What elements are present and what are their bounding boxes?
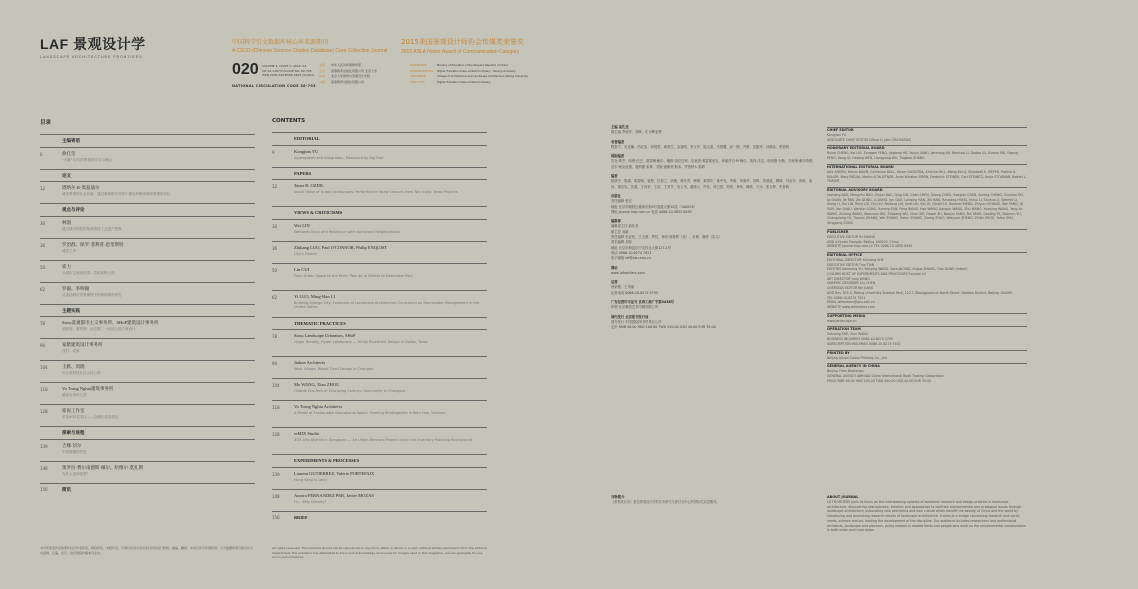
about-cn-text: 《景观设计学》是以景观设计学的学术研究与探讨为中心的国际性双语期刊。	[611, 500, 720, 504]
staff-cn-line: 程泰宁、吴良镛、冯纪忠、何镜堂、黄荣生、金鉴明、李文华、陆大道、马国馨、彭一刚、齐康、任振华、孙儒泳、张锦秋	[611, 144, 790, 149]
toc-divider	[272, 241, 487, 242]
staff-cn-block	[611, 174, 816, 190]
toc-page-number: 139	[40, 443, 48, 449]
staff-cn-line: 编辑部	[611, 219, 621, 224]
toc-divider	[272, 467, 487, 468]
toc-entry-title: Stoss景观都市主义事务所、SHoP建筑设计事务所	[62, 320, 159, 325]
toc-entry-subtitle: City's Choice	[294, 251, 317, 256]
toc-page-number: 104	[40, 365, 48, 370]
asla-award-en: 2015 ASLA Honor Award of Communication Category	[401, 49, 520, 55]
toc-entry-subtitle: From Urban Space to the Farm: Parc de la Villette to Downview Park	[294, 273, 413, 278]
toc-divider	[40, 304, 255, 305]
toc-divider	[40, 461, 255, 462]
toc-section-title: 观点与评论	[62, 207, 85, 212]
asla-award-notice	[401, 37, 571, 55]
toc-entry-subtitle: A Model of Sustainable Educational Space: Farming Kindergarten in Bien Hoa, Vietnam	[294, 411, 446, 415]
masthead-logo	[40, 34, 146, 59]
toc-page-number: 156	[40, 486, 48, 492]
toc-divider	[40, 181, 255, 182]
toc-section-title: VIEWS & CRITICISMS	[294, 210, 343, 215]
credit-row: ORGANIZER College of Architecture and Landscape Architecture, Peking University	[410, 75, 529, 78]
credit-row: 出版 高等教育出版社有限公司	[319, 79, 365, 84]
cscd-notice-en: A CSCD (Chinese Science Citation Database) Core Collection Journal	[232, 48, 388, 54]
toc-entry-title: Kongjian YU	[294, 148, 319, 154]
toc-divider	[40, 238, 255, 239]
issue-code-no: CODE NO. 82-765	[285, 68, 312, 73]
staff-en-heading: CHIEF EDITOR	[827, 128, 854, 132]
staff-en-heading: SUPPORTING MEDIA	[827, 313, 866, 318]
toc-entry-subtitle: Hong Kong is Land	[294, 477, 327, 482]
staff-cn-line: 责任编辑 孔亚松、王玉蕾、罗拉、杨珞·瑞普利（美）、东博、谢婷（实习）	[611, 235, 722, 240]
staff-en-heading: EDITORIAL ADVISORY BOARD	[827, 187, 883, 192]
staff-cn-line: 出版社	[611, 193, 621, 198]
issue-number: 020	[232, 61, 259, 78]
toc-divider	[40, 282, 255, 283]
staff-cn-block	[611, 266, 816, 277]
staff-cn-block	[611, 125, 816, 136]
staff-cn-line: 电话 0086-10-6274 7921	[611, 250, 652, 255]
toc-entry-title: 崔再工作室	[62, 408, 85, 413]
staff-cn-line: 国外发行 中国国际图书贸易总公司	[611, 319, 662, 324]
toc-divider	[272, 378, 487, 379]
staff-chinese	[611, 125, 816, 335]
toc-page-number: 128	[272, 432, 280, 437]
toc-entry-title: Wei LIN	[294, 222, 310, 228]
toc-divider	[272, 489, 487, 490]
toc-entry-title: Aurora FERNANDEZ PER, Javier MOZAS	[294, 492, 374, 498]
circulation-code: NATIONAL CIRCULATION CODE 38-793	[232, 84, 316, 88]
toc-entry-title: Zhikang LUO, Paul O'CONNOR, Philip ENQUIST	[294, 244, 388, 250]
issue-info-2	[285, 69, 314, 78]
toc-english	[272, 118, 487, 558]
toc-divider	[272, 511, 487, 512]
credit-row: PUBLISHER Higher Education Press Limited Company	[410, 80, 491, 84]
toc-divider	[272, 263, 487, 264]
toc-divider	[40, 203, 255, 204]
toc-entry-title: 家腊建筑设计事务所	[62, 342, 103, 347]
about-en	[827, 495, 1027, 533]
toc-entry-title: 塔纳尔·R·奥兹迪尔	[62, 185, 100, 190]
about-en-text: LA FRONTIERS pulls its focus on the interweaving spheres of academic research and design practice in landscape architecture, discovering new opinions, theories and approaches to confront environmental and ecological issues through landscape architecture, advocating new aesthetics and new culture which benefit the beauty of China and the world by introducing and promoting research results of landscape architecture. It aims at a bridge connecting research and social needs, science and art, leading the development of the discipline. Our audience includes researchers and professional architects, landscape and planners, policy makers in related fields and people who work on the environmental constructions in both urban and rural areas.	[827, 500, 1026, 533]
toc-section-title: 论文	[62, 172, 71, 178]
staff-cn-line: 副主任 汤新	[611, 229, 629, 234]
toc-entry-title: Mo WANG, Xiao ZHOU	[294, 382, 340, 387]
toc-page-number: 9	[272, 149, 275, 155]
toc-section-title: 探索与进程	[62, 430, 85, 435]
toc-chinese	[40, 118, 255, 558]
toc-divider	[40, 382, 255, 383]
toc-page-number: 156	[272, 514, 280, 520]
staff-cn-block	[611, 219, 816, 261]
credit-row: ADMINISTRATORS Higher Education Press Limited Company · Peking University	[410, 69, 516, 73]
toc-entry-title: reMIX Studio	[294, 431, 320, 436]
staff-cn-line: 地址 北京市朝阳区惠新东街4号富盛大厦15层（100029）	[611, 204, 697, 209]
staff-en-heading: PUBLISHER	[827, 229, 849, 234]
toc-page-number: 78	[272, 334, 278, 339]
staff-en-heading: HONORARY EDITORIAL BOARD	[827, 146, 885, 151]
toc-entry-subtitle: 西村：成都	[62, 349, 80, 353]
toc-entry-title: 罗治群、保罗·菲利普·恩奎斯特	[62, 241, 124, 247]
staff-cn-line: 编委	[611, 174, 618, 179]
toc-entry-subtitle: Or... Why Density?	[294, 499, 327, 504]
toc-entry-subtitle: 城市之声	[62, 248, 76, 253]
staff-en-text: EXECUTIVE EDITOR Yu ZHANG ADD 4 Huixin Dongjie, Beijing 100029, China WEBSITE journal.hep.com.cn TEL 0086-10-5855 6495	[827, 234, 913, 249]
toc-entry-title: 吉娜·切尔	[62, 442, 82, 448]
toc-entry-title: 奥罗拉·费尔南德斯·佩尔、哈维尔·莫扎斯	[62, 464, 143, 470]
staff-cn-line: 网址 journal.hep.com.cn 电话 0086-10-5855 6495	[611, 209, 692, 214]
toc-entry-subtitle: "大数" 时代的景观设计学与理念	[62, 157, 112, 162]
toc-entry-title: 俞孔坚	[62, 150, 76, 156]
toc-entry-title: Vo Trong Nghia建筑事务所	[62, 386, 114, 391]
issue-cn-code: CN 10-1167/TU	[262, 68, 285, 73]
toc-entry-subtitle: Social Value of Urban Landscapes: Performance Study Lessons from Two Iconic Texas Projects	[294, 190, 458, 194]
toc-divider	[40, 360, 255, 361]
toc-page-number: 50	[40, 264, 46, 270]
toc-page-number: 104	[272, 383, 280, 388]
staff-cn-line: 印刷 北京雅昌艺术印刷有限公司	[611, 305, 659, 310]
staff-en-text: EDITORIAL DIRECTOR Yuhuang SHE EXECUTIVE EDITOR Tina TIAN EDITORS Kanmeng YU, Weiying WANG, Sara JACOBS, Angus ZHANG, Tian DONG (Intern) COLUMN HOST OF EXPERIMENTS AND PROCESSES Fuxiuan LU ART DIRECTOR Jung WANG GRAPHIC DESIGNER Lily CHEN OVERSEAS EDITOR Bin JIANG ADD Rm. 303-3, Peking University Science Park, 127-1 Zhongguancun North Street, Haidian District, Beijing 100080 TEL 0086-10-6274 7921 EMAIL lafrontiers@pku.edu.cn WEBSITE www.lafrontiers.com	[827, 257, 1013, 309]
toc-divider	[272, 400, 487, 401]
toc-entry-subtitle: #33 Arts District in Dongguan — An Urban Renewal Project under the Inventory Planning Background	[294, 438, 472, 442]
toc-section-title: 主题实践	[62, 307, 80, 313]
staff-en-text: Ruina CHENG, Kai LIU, Zongwei FENG, Jingtang HE, Youxu JIANG, Jianming JIN, Wenhua LI, Dadao LU, Guoxin MA, Yigang PENG, Kang QI, Heqing WEN, Liangyong WU, Tingbao ZHANG	[827, 151, 1018, 161]
toc-section-title: THEMATIC PRACTICES	[294, 320, 346, 326]
staff-cn-line: 定价 RMB 58.00 HKD 100.00 TWD 450.00 USD 40.00 EUR 35.00	[611, 325, 716, 330]
toc-entry-subtitle: 东莞#33艺术区——仓储区改造项目	[62, 415, 119, 419]
staff-cn-line: 网站	[611, 265, 618, 270]
toc-entry-subtitle: 为什么选择密度？	[62, 471, 90, 476]
toc-divider	[272, 317, 487, 318]
staff-en-heading: GENERAL AGENCY IN CHINA	[827, 364, 880, 369]
toc-divider	[272, 206, 487, 207]
issue-volume: VOLUME 4, ISSUE 2, 2016. 04	[262, 64, 307, 68]
staff-cn-block	[611, 300, 816, 311]
toc-entry-title: Laurent GUTIERREZ, Valerie PORTEFAIX	[294, 470, 375, 476]
credit-row: SUPERVISOR Ministry of Education of the People's Republic of China	[410, 64, 508, 67]
toc-page-number: 36	[40, 242, 46, 248]
toc-cn-heading: 目录	[40, 120, 52, 126]
toc-entry-subtitle: 通过城市韧性的角度看待工业遗产景观	[62, 226, 122, 231]
toc-entry-title: Yi LUO, Ming-Han LI	[294, 293, 335, 299]
toc-page-number: 148	[40, 465, 48, 471]
toc-section-title: EDITORIAL	[294, 136, 320, 141]
toc-page-number: 139	[272, 471, 280, 477]
toc-entry-subtitle: Hillside Eco-Park of Zhongling Century Community in Changsha	[294, 389, 406, 393]
toc-divider	[272, 329, 487, 330]
staff-en-text: Jack AHERN, Hanns BAUM, Catherine BULL, Dover GAZVODA, Kristina HILL, Weng-Kai LI, Elizabeth K. MEYER, Patrick A. MILLER, Mary PADUA, Martin SCHLEITNER, Anne Whiston SPIRN, Frederick STEINER, Carl STEINITZ, Antje STOKMAN, Robert L. THAYER	[827, 169, 1027, 184]
toc-divider	[272, 167, 487, 168]
toc-entry-subtitle: Aggregation and Integration, Measured by Big Feet	[294, 155, 384, 160]
toc-entry-title: Lin CUI	[294, 266, 310, 272]
staff-cn-block	[611, 194, 816, 215]
toc-divider	[40, 404, 255, 405]
staff-cn-block	[611, 154, 816, 170]
toc-cn-footnote: 本刊所发表作品的著作权归作者所有，版权所有，未经许可，不得以任何方式对本刊内容进行转载、摘编、翻译。本刊已许可中国知网、万方数据库等以数字化方式复制、汇编、发行、信息网络传播本刊全文。	[40, 546, 254, 555]
toc-entry-title: 罗毅、李明翰	[62, 285, 89, 291]
toc-divider	[40, 426, 255, 427]
toc-divider	[272, 179, 487, 180]
toc-en-heading: CONTENTS	[272, 118, 306, 124]
credit-row: 主管 中华人民共和国教育部	[319, 63, 362, 67]
toc-entry-subtitle: 中国香港的亮光	[62, 449, 87, 454]
toc-divider	[40, 134, 255, 135]
toc-section-title: 简讯	[62, 486, 71, 492]
asla-award-cn: 2015美国景观设计师协会传媒类荣誉奖	[401, 38, 524, 46]
toc-entry-title: 王默、周晓	[62, 364, 85, 369]
toc-page-number: 30	[40, 220, 46, 226]
staff-cn-line: 陈跃中、陈浦、陈春明、崔愷、杜春兰、高俊、韩冬青、韩锋、黄国华、姜中光、李雄、李迪华、刘晖、刘滨谊、柳林、马克辛、倪琪、庞伟、秦启宪、沈磊、王向荣、王浩、王其亨、吴人韦、谢继元、许东、徐卫国、杨锐、易炜、喻铁、于冰、张玉坤、朱育帆	[611, 179, 813, 189]
toc-entry-subtitle: 长沙高科技社区山体公园	[62, 371, 101, 375]
issue-issn: ISSN 2095-5405	[262, 73, 287, 77]
toc-page-number: 118	[40, 387, 48, 392]
toc-page-number: 6	[40, 151, 43, 157]
toc-page-number: 50	[272, 267, 278, 273]
staff-cn-line: 杰克·埃亨、哈维·巴巴、凯瑟琳·鲍尔、戴维·加拉巴利、克莱因·弗雷德里克、伊丽莎白·M·梅尔、彼得·沃克、理查德·韦勒、马里奥·谢尔特纳、尼尔·柯克伍德、唐纳德·布林、安妮·惠斯顿·斯本、罗伯特·L·泰耶	[611, 159, 816, 169]
toc-entry-subtitle: Wetlands Brick and Resilience with workplace Neighborhood	[294, 229, 400, 234]
issue-online-issn: 2095-5405 (Online)	[285, 73, 315, 77]
toc-page-number: 78	[40, 321, 46, 326]
toc-divider	[40, 439, 255, 440]
staff-cn-line: 主编 俞孔坚	[611, 125, 629, 129]
toc-divider	[272, 290, 487, 291]
toc-page-number: 90	[272, 361, 278, 366]
toc-entry-title: 崔力	[62, 263, 71, 269]
toc-entry-subtitle: Hyper Density, Hyper Landscape — Trinity Riverfront Design in Dallas, Texas	[294, 340, 428, 344]
staff-en-text: www.landscape.cn	[827, 318, 857, 323]
toc-entry-title: 林润	[62, 219, 71, 225]
credit-row: 主办 高等教育出版社有限公司 北京大学	[319, 68, 377, 73]
about-cn	[611, 495, 816, 505]
toc-divider	[272, 427, 487, 428]
staff-en-heading: EDITORIAL OFFICE	[827, 252, 863, 257]
staff-cn-line: 美术编辑 刘萍	[611, 240, 632, 245]
toc-entry-subtitle: Building Sponge City: Examples of Landscape Architecture Curriculum on Stormwater Management in the United States	[294, 300, 480, 310]
staff-cn-line: 国际编委	[611, 154, 625, 159]
toc-en-footnote: All rights reserved. The contents should not be reproduced in any form, either in whole or in part, without written permission from the editorial department. The publisher has attempted to trace and acknowledge all sources for images used in this magazine, and we apologize for any errors and omissions.	[272, 546, 487, 559]
toc-page-number: 62	[272, 294, 278, 300]
cscd-notice-cn: 中国科学引文数据库核心库来源期刊	[232, 39, 329, 46]
staff-cn-line: www.lafrontiers.com	[611, 270, 645, 275]
toc-page-number: 62	[40, 286, 46, 292]
toc-entry-title: Jiakun Architects	[294, 360, 326, 365]
credit-row: 协办 北京大学建筑与景观设计学院	[319, 74, 371, 78]
toc-divider	[272, 219, 487, 220]
staff-english	[827, 125, 1027, 386]
credits-en	[410, 63, 528, 85]
toc-entry-subtitle: 从城市空间到田园：拉维莱特公园	[62, 270, 115, 275]
toc-page-number: 90	[40, 343, 46, 348]
toc-page-number: 30	[272, 223, 278, 229]
toc-divider	[40, 169, 255, 170]
toc-entry-subtitle: 城市景观的社会价值：通过案例研究对两个德克萨斯州城市景观的评价	[62, 192, 171, 196]
staff-en-text: Kongjian YU ASSOCIATE CHIEF EDITOR Dihua LI, John ZACHARIAS	[827, 133, 911, 142]
toc-section-title: PAPERS	[294, 170, 312, 176]
toc-divider	[40, 483, 255, 484]
toc-entry-subtitle: 越南农场幼儿园	[62, 393, 87, 397]
cscd-notice	[232, 37, 392, 54]
toc-page-number: 128	[40, 409, 48, 414]
toc-page-number: 12	[40, 186, 46, 191]
staff-en-text: Beijing Artron Colour Printing Co., Ltd	[827, 355, 887, 360]
toc-entry-title: Vo Trong Nghia Architects	[294, 404, 343, 409]
staff-cn-block	[611, 280, 816, 296]
staff-cn-block	[611, 315, 816, 331]
staff-en-text: Jiazhong BAO, Mengzhu BAO, Zhijun BAO, Qing CAI, Chen CHEN, Gilang CHEN, Yuanjian CHEN, Suning CHENG, Chunlan DU, Jiz DUAN, Jie FAN, Zhi DONG, Li DONG, Jun GAO, Lanqing HAN, Xili HAN, Yunxiang HONG, Jinhui LI, Shuhua LI, Weimin LI, Xiong LI, Hui LIN, Binyi LIU, Hui LIU, Naitong LIU, Jiwei LIU, Bin LV, Qinzhi LV, Xiaomei MENG, Zhiyun OUYANG, Wei PANG, Qi SUN, Jian SHAO, Wenjun SONG, Yuming SUN, Feng WANG, Hao WANG, Jiangun WANG, Zhu WANG, Yuanjing WANG, Yang-lin WANG, Zhilong WANG, Wanxuan WU, Zhiqiang WU, Chun XIE, Dawei XU, Baojun YANG, Rui YANG, Gaoling YE, Baichun YU, Changxiang YU, Tianxin ZHANG, Wei ZHANG, Yukun ZHANG, Cheng ZHAO, Weiyuan ZHENG, Zhifei ZHOU, Yufan ZHU, Yangyang ZONG	[827, 192, 1024, 226]
toc-divider	[272, 356, 487, 357]
toc-page-number: 12	[272, 184, 278, 189]
staff-cn-line: 编辑部主任 俞孔坚	[611, 224, 639, 229]
toc-divider	[272, 145, 487, 146]
staff-cn-line: 广告经营许可证号 京西工商广字第0438号	[611, 300, 675, 305]
toc-section-title: BRIEF	[294, 514, 308, 520]
credits-cn	[319, 63, 377, 85]
toc-divider	[40, 216, 255, 217]
toc-section-title: EXPERIMENTS & PROCESSES	[294, 458, 360, 463]
staff-cn-line: 运营	[611, 280, 618, 285]
toc-page-number: 36	[272, 245, 278, 251]
logo-title: LAF 景观设计学	[40, 36, 146, 52]
staff-cn-block	[611, 140, 816, 151]
about-cn-title: 刊物简介	[611, 495, 625, 499]
staff-cn-line: 副主编 李迪华、刘晖、孔今辉亚辉	[611, 130, 662, 135]
staff-cn-line: 国内发行 北京报刊发行局	[611, 314, 649, 319]
toc-divider	[272, 132, 487, 133]
staff-cn-line: 运营电话 0086-10-6274 5795	[611, 290, 659, 295]
staff-en-text: Beijing Yiran Bookshop GENERAL AGENCY ABROAD China International Book Trading Corporation PRICE RMB 58.00 HKD 100.00 TWD 450.00 USD 40.00 EUR 35.00	[827, 369, 944, 383]
logo-subtitle: LANDSCAPE ARCHITECTURE FRONTIERS	[40, 55, 143, 59]
staff-en-heading: INTERNATIONAL EDITORIAL BOARD	[827, 164, 894, 169]
staff-cn-line: 责任编辑 张宏	[611, 199, 632, 204]
toc-entry-subtitle: 从美国城市景观课程中的海绵城市研究	[62, 292, 122, 297]
staff-cn-line: 徐荣德、王秀丽	[611, 285, 635, 290]
toc-divider	[40, 147, 255, 148]
toc-page-number: 118	[272, 405, 280, 410]
about-en-title: ABOUT JOURNAL	[827, 495, 859, 499]
toc-divider	[40, 260, 255, 261]
staff-cn-line: 电子邮箱 laf@pku.edu.cn	[611, 256, 651, 261]
toc-divider	[40, 316, 255, 317]
toc-divider	[272, 454, 487, 455]
toc-entry-subtitle: 超密度，超景观：达拉斯三一河滨公园方案设计	[62, 327, 136, 331]
toc-entry-title: Taner R. OZDIL	[294, 183, 325, 188]
staff-cn-line: 名誉编委	[611, 139, 625, 144]
toc-entry-title: Stoss Landscape Urbanism, SHoP	[294, 333, 356, 338]
staff-en-heading: PRINTED BY	[827, 350, 850, 355]
staff-cn-line: 地址 北京市海淀区中关村北大街127-1号	[611, 245, 672, 250]
toc-entry-subtitle: West Village, Based Tianli Design in Chengdu	[294, 367, 374, 371]
toc-section-title: 主编寄语	[62, 138, 80, 143]
staff-en-text: Yuhuang SHE, Xiuli WANG BUSINESS INQUIRIES 0086-10-6274 5795 SUBSCRIPTION INQUIRIES 0086-10-6274 7921	[827, 332, 901, 346]
toc-page-number: 148	[272, 493, 280, 499]
staff-en-heading: OPERATION TEAM	[827, 327, 861, 332]
toc-divider	[40, 338, 255, 339]
